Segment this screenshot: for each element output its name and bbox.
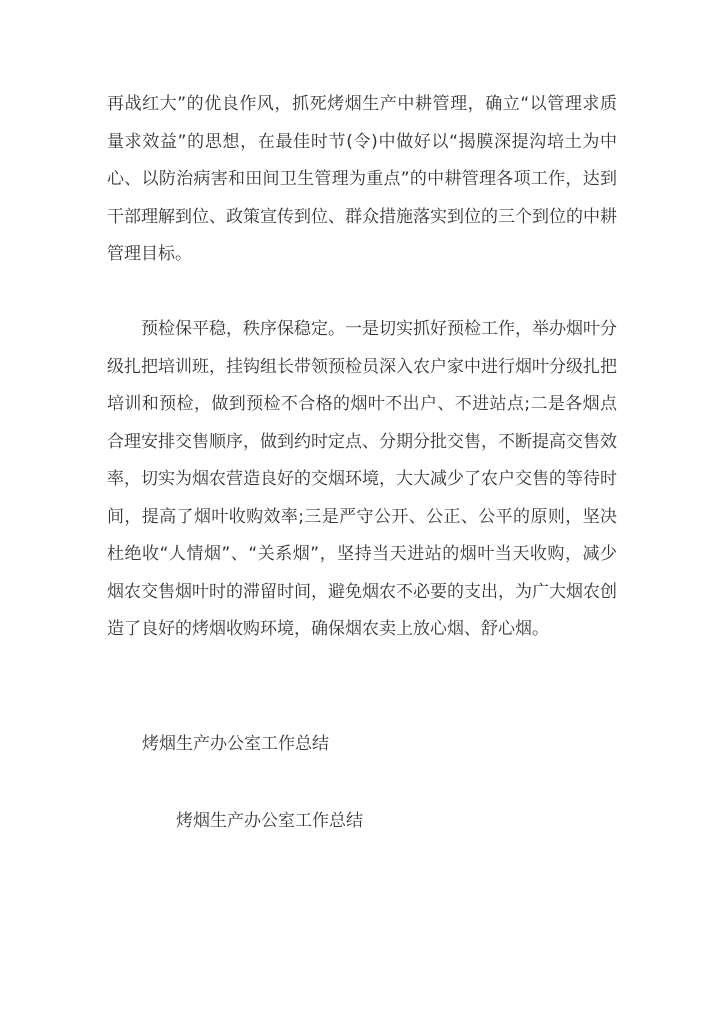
body-paragraph-continuation: 再战红大”的优良作风，抓死烤烟生产中耕管理，确立“以管理求质量求效益”的思想，在最佳时节(令)中做好以“揭膜深提沟培土为中心、以防治病害和田间卫生管理为重点”的中耕管理各项工作，达到干部理解到位、政策宣传到位、群众措施落实到位的三个到位的中耕管理目标。	[107, 94, 617, 264]
document-content	[107, 86, 617, 841]
document-title-repeat-2: 烤烟生产办公室工作总结	[176, 811, 363, 831]
body-paragraph-inspection: 预检保平稳，秩序保稳定。一是切实抓好预检工作，举办烟叶分级扎把培训班，挂钩组长带领预检员深入农户家中进行烟叶分级扎把培训和预检，做到预检不合格的烟叶不出户、不进站点;二是各烟点合理安排交售顺序，做到约时定点、分期分批交售，不断提高交售效率，切实为烟农营造良好的交烟环境，大大减少了农户交售的等待时间，提高了烟叶收购效率;三是严守公开、公正、公平的原则，坚决杜绝收“人情烟”、“关系烟”，坚持当天进站的烟叶当天收购，减少烟农交售烟叶时的滞留时间，避免烟农不必要的支出，为广大烟农创造了良好的烤烟收购环境，确保烟农卖上放心烟、舒心烟。	[107, 319, 617, 639]
document-title-repeat-1: 烤烟生产办公室工作总结	[142, 733, 329, 754]
